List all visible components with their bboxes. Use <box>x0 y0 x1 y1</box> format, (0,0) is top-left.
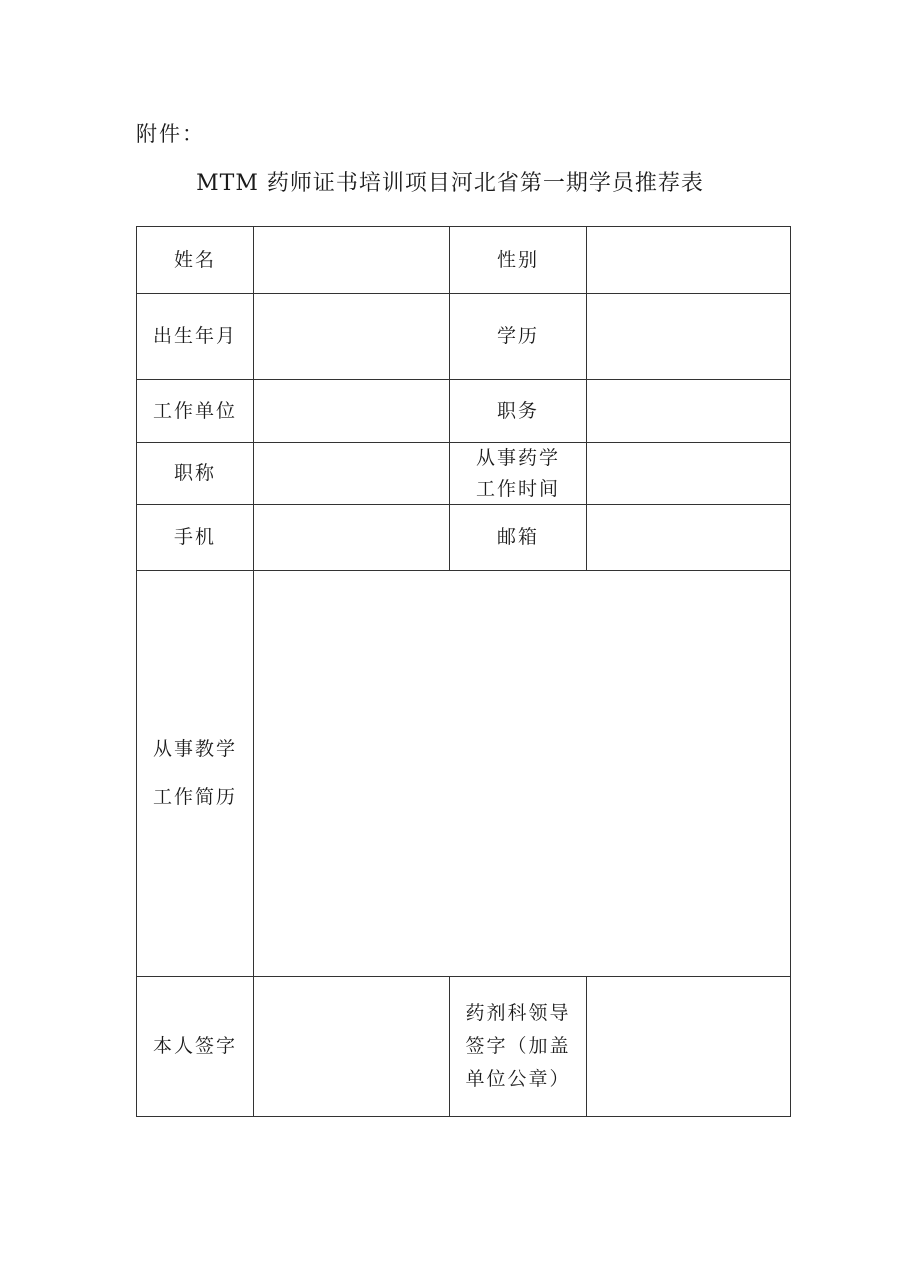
pharmacy-years-label-line2: 工作时间 <box>475 477 560 500</box>
pharmacy-leader-label <box>450 977 587 1117</box>
name-field[interactable] <box>254 227 450 294</box>
position-label: 职务 <box>450 380 587 443</box>
teaching-resume-label <box>137 571 254 977</box>
teaching-resume-label-line2: 工作简历 <box>152 785 237 808</box>
professional-title-field[interactable] <box>254 443 450 505</box>
gender-field[interactable] <box>587 227 791 294</box>
signature-label: 本人签字 <box>137 977 254 1117</box>
row-signatures <box>137 977 791 1117</box>
employer-field[interactable] <box>254 380 450 443</box>
row-title-pharmacy-years <box>137 443 791 505</box>
teaching-resume-field[interactable] <box>254 571 791 977</box>
page-title: MTM 药师证书培训项目河北省第一期学员推荐表 <box>196 171 704 196</box>
phone-field[interactable] <box>254 505 450 571</box>
name-label: 姓名 <box>137 227 254 294</box>
teaching-resume-label-line1: 从事教学 <box>152 738 237 760</box>
email-label: 邮箱 <box>450 505 587 571</box>
phone-label: 手机 <box>137 505 254 571</box>
pharmacy-leader-label-line2: 签字（加盖 <box>465 1034 571 1057</box>
pharmacy-leader-label-line3: 单位公章） <box>465 1068 571 1091</box>
employer-label: 工作单位 <box>137 380 254 443</box>
row-birth-education <box>137 294 791 380</box>
professional-title-label: 职称 <box>137 443 254 505</box>
position-field[interactable] <box>587 380 791 443</box>
email-field[interactable] <box>587 505 791 571</box>
pharmacy-leader-label-line1: 药剂科领导 <box>465 1001 571 1024</box>
birth-label: 出生年月 <box>137 294 254 380</box>
pharmacy-years-label-line1: 从事药学 <box>475 447 560 470</box>
row-employer-position <box>137 380 791 443</box>
row-name-gender <box>137 227 791 294</box>
pharmacy-years-field[interactable] <box>587 443 791 505</box>
recommendation-form-table <box>136 226 791 1117</box>
row-teaching-resume <box>137 571 791 977</box>
row-phone-email <box>137 505 791 571</box>
attachment-label: 附件： <box>136 122 205 146</box>
education-label: 学历 <box>450 294 587 380</box>
education-field[interactable] <box>587 294 791 380</box>
signature-field[interactable] <box>254 977 450 1117</box>
pharmacy-years-label <box>450 443 587 505</box>
birth-field[interactable] <box>254 294 450 380</box>
gender-label: 性别 <box>450 227 587 294</box>
pharmacy-leader-signature-field[interactable] <box>587 977 791 1117</box>
